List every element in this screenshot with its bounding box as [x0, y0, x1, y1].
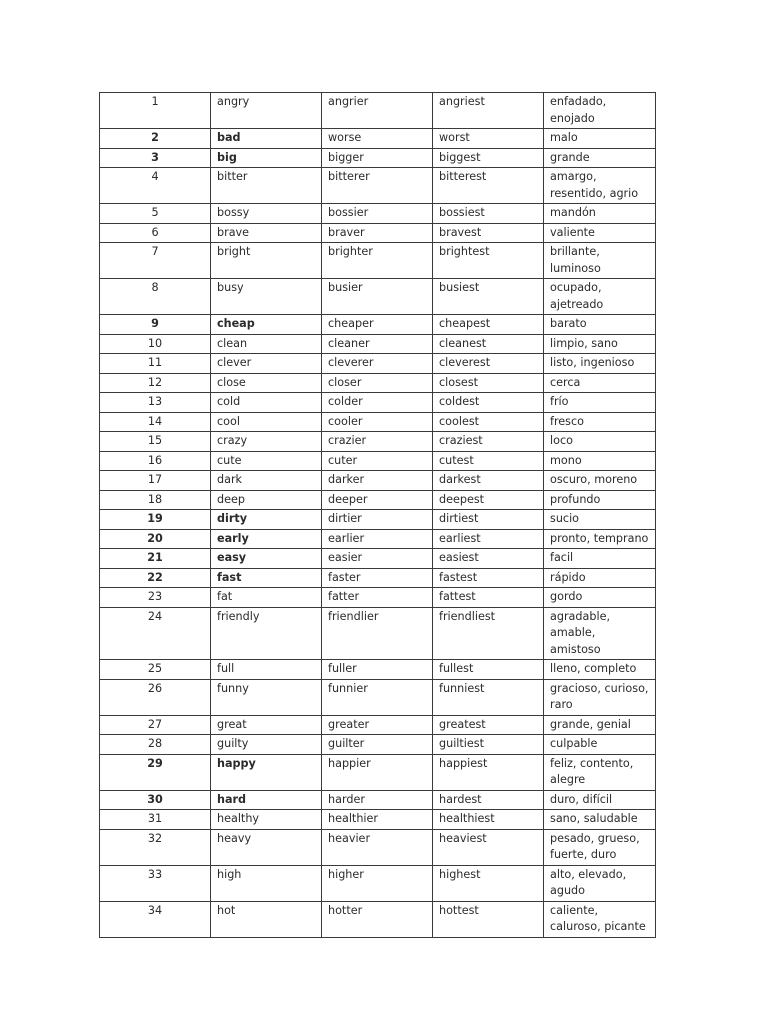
- adjective-superlative: cheapest: [433, 315, 544, 335]
- adjective-comparative: bossier: [322, 204, 433, 224]
- adjective-comparative: heavier: [322, 829, 433, 865]
- spanish-translation: lleno, completo: [544, 660, 656, 680]
- row-number: 22: [100, 568, 211, 588]
- spanish-translation: profundo: [544, 490, 656, 510]
- table-row: [100, 129, 656, 149]
- adjective-comparative: darker: [322, 471, 433, 491]
- adjective-comparative: healthier: [322, 810, 433, 830]
- row-number: 20: [100, 529, 211, 549]
- adjective-base: cheap: [211, 315, 322, 335]
- table-row: [100, 354, 656, 374]
- adjective-base: hard: [211, 790, 322, 810]
- spanish-translation: cerca: [544, 373, 656, 393]
- spanish-translation: gracioso, curioso, raro: [544, 679, 656, 715]
- table-row: [100, 901, 656, 937]
- spanish-translation: caliente, caluroso, picante: [544, 901, 656, 937]
- adjective-comparative: cleaner: [322, 334, 433, 354]
- spanish-translation: amargo, resentido, agrio: [544, 168, 656, 204]
- spanish-translation: alto, elevado, agudo: [544, 865, 656, 901]
- adjective-comparative: bitterer: [322, 168, 433, 204]
- adjective-base: funny: [211, 679, 322, 715]
- adjective-base: bossy: [211, 204, 322, 224]
- spanish-translation: grande, genial: [544, 715, 656, 735]
- spanish-translation: facil: [544, 549, 656, 569]
- spanish-translation: mandón: [544, 204, 656, 224]
- adjective-superlative: cleverest: [433, 354, 544, 374]
- adjective-comparative: cooler: [322, 412, 433, 432]
- table-row: [100, 715, 656, 735]
- spanish-translation: frío: [544, 393, 656, 413]
- adjective-superlative: earliest: [433, 529, 544, 549]
- spanish-translation: oscuro, moreno: [544, 471, 656, 491]
- adjective-comparative: greater: [322, 715, 433, 735]
- adjective-comparative: fatter: [322, 588, 433, 608]
- table-row: [100, 279, 656, 315]
- table-row: [100, 243, 656, 279]
- adjective-superlative: fattest: [433, 588, 544, 608]
- adjective-comparative: guilter: [322, 735, 433, 755]
- adjective-base: great: [211, 715, 322, 735]
- adjective-base: friendly: [211, 607, 322, 660]
- row-number: 31: [100, 810, 211, 830]
- adjectives-table-body: [100, 93, 656, 938]
- table-row: [100, 393, 656, 413]
- adjective-superlative: dirtiest: [433, 510, 544, 530]
- row-number: 34: [100, 901, 211, 937]
- row-number: 7: [100, 243, 211, 279]
- adjective-base: fast: [211, 568, 322, 588]
- adjective-base: bitter: [211, 168, 322, 204]
- adjective-comparative: deeper: [322, 490, 433, 510]
- row-number: 33: [100, 865, 211, 901]
- row-number: 12: [100, 373, 211, 393]
- adjective-comparative: easier: [322, 549, 433, 569]
- row-number: 29: [100, 754, 211, 790]
- row-number: 27: [100, 715, 211, 735]
- spanish-translation: listo, ingenioso: [544, 354, 656, 374]
- adjective-base: clean: [211, 334, 322, 354]
- adjective-base: brave: [211, 223, 322, 243]
- table-row: [100, 549, 656, 569]
- spanish-translation: brillante, luminoso: [544, 243, 656, 279]
- table-row: [100, 490, 656, 510]
- table-row: [100, 373, 656, 393]
- adjective-base: hot: [211, 901, 322, 937]
- adjective-superlative: greatest: [433, 715, 544, 735]
- spanish-translation: sucio: [544, 510, 656, 530]
- adjective-base: happy: [211, 754, 322, 790]
- adjective-superlative: fullest: [433, 660, 544, 680]
- table-row: [100, 865, 656, 901]
- adjective-comparative: worse: [322, 129, 433, 149]
- adjective-comparative: colder: [322, 393, 433, 413]
- row-number: 18: [100, 490, 211, 510]
- adjective-superlative: heaviest: [433, 829, 544, 865]
- adjective-base: busy: [211, 279, 322, 315]
- row-number: 16: [100, 451, 211, 471]
- table-row: [100, 829, 656, 865]
- adjective-comparative: faster: [322, 568, 433, 588]
- adjective-comparative: hotter: [322, 901, 433, 937]
- adjective-superlative: brightest: [433, 243, 544, 279]
- row-number: 32: [100, 829, 211, 865]
- adjective-superlative: bitterest: [433, 168, 544, 204]
- row-number: 23: [100, 588, 211, 608]
- spanish-translation: pronto, temprano: [544, 529, 656, 549]
- spanish-translation: rápido: [544, 568, 656, 588]
- table-row: [100, 568, 656, 588]
- spanish-translation: gordo: [544, 588, 656, 608]
- adjective-superlative: easiest: [433, 549, 544, 569]
- adjective-comparative: bigger: [322, 148, 433, 168]
- adjective-base: easy: [211, 549, 322, 569]
- adjective-base: heavy: [211, 829, 322, 865]
- row-number: 2: [100, 129, 211, 149]
- adjective-comparative: cleverer: [322, 354, 433, 374]
- adjective-base: high: [211, 865, 322, 901]
- table-row: [100, 412, 656, 432]
- adjective-comparative: dirtier: [322, 510, 433, 530]
- adjective-superlative: hottest: [433, 901, 544, 937]
- adjective-comparative: closer: [322, 373, 433, 393]
- adjective-base: full: [211, 660, 322, 680]
- adjective-superlative: fastest: [433, 568, 544, 588]
- adjective-superlative: highest: [433, 865, 544, 901]
- table-row: [100, 432, 656, 452]
- adjective-base: clever: [211, 354, 322, 374]
- adjective-base: cool: [211, 412, 322, 432]
- adjective-comparative: happier: [322, 754, 433, 790]
- adjective-base: bad: [211, 129, 322, 149]
- spanish-translation: duro, difícil: [544, 790, 656, 810]
- table-row: [100, 735, 656, 755]
- spanish-translation: ocupado, ajetreado: [544, 279, 656, 315]
- adjective-base: bright: [211, 243, 322, 279]
- adjective-comparative: brighter: [322, 243, 433, 279]
- table-row: [100, 93, 656, 129]
- row-number: 4: [100, 168, 211, 204]
- adjective-superlative: bravest: [433, 223, 544, 243]
- table-row: [100, 790, 656, 810]
- row-number: 24: [100, 607, 211, 660]
- spanish-translation: sano, saludable: [544, 810, 656, 830]
- adjective-superlative: angriest: [433, 93, 544, 129]
- adjective-base: deep: [211, 490, 322, 510]
- adjective-superlative: friendliest: [433, 607, 544, 660]
- table-row: [100, 810, 656, 830]
- adjective-superlative: coldest: [433, 393, 544, 413]
- row-number: 14: [100, 412, 211, 432]
- row-number: 8: [100, 279, 211, 315]
- table-row: [100, 754, 656, 790]
- spanish-translation: culpable: [544, 735, 656, 755]
- row-number: 26: [100, 679, 211, 715]
- adjective-superlative: biggest: [433, 148, 544, 168]
- row-number: 17: [100, 471, 211, 491]
- adjective-superlative: funniest: [433, 679, 544, 715]
- table-row: [100, 660, 656, 680]
- spanish-translation: agradable, amable, amistoso: [544, 607, 656, 660]
- spanish-translation: barato: [544, 315, 656, 335]
- adjective-comparative: angrier: [322, 93, 433, 129]
- spanish-translation: pesado, grueso, fuerte, duro: [544, 829, 656, 865]
- adjective-comparative: busier: [322, 279, 433, 315]
- adjective-superlative: cleanest: [433, 334, 544, 354]
- table-row: [100, 471, 656, 491]
- row-number: 5: [100, 204, 211, 224]
- row-number: 19: [100, 510, 211, 530]
- spanish-translation: fresco: [544, 412, 656, 432]
- row-number: 13: [100, 393, 211, 413]
- row-number: 11: [100, 354, 211, 374]
- adjective-base: early: [211, 529, 322, 549]
- adjective-comparative: cuter: [322, 451, 433, 471]
- adjective-superlative: hardest: [433, 790, 544, 810]
- table-row: [100, 168, 656, 204]
- spanish-translation: loco: [544, 432, 656, 452]
- table-row: [100, 510, 656, 530]
- table-row: [100, 529, 656, 549]
- row-number: 28: [100, 735, 211, 755]
- adjective-comparative: higher: [322, 865, 433, 901]
- table-row: [100, 451, 656, 471]
- adjective-superlative: craziest: [433, 432, 544, 452]
- row-number: 21: [100, 549, 211, 569]
- adjective-superlative: deepest: [433, 490, 544, 510]
- adjective-superlative: darkest: [433, 471, 544, 491]
- adjective-base: guilty: [211, 735, 322, 755]
- adjective-base: angry: [211, 93, 322, 129]
- spanish-translation: grande: [544, 148, 656, 168]
- adjective-comparative: fuller: [322, 660, 433, 680]
- adjective-comparative: friendlier: [322, 607, 433, 660]
- adjective-superlative: bossiest: [433, 204, 544, 224]
- table-row: [100, 204, 656, 224]
- row-number: 3: [100, 148, 211, 168]
- row-number: 9: [100, 315, 211, 335]
- table-row: [100, 588, 656, 608]
- adjective-base: crazy: [211, 432, 322, 452]
- adjective-base: dark: [211, 471, 322, 491]
- adjective-comparative: funnier: [322, 679, 433, 715]
- spanish-translation: enfadado, enojado: [544, 93, 656, 129]
- adjective-superlative: worst: [433, 129, 544, 149]
- adjective-superlative: cutest: [433, 451, 544, 471]
- adjective-comparative: harder: [322, 790, 433, 810]
- row-number: 1: [100, 93, 211, 129]
- adjective-superlative: healthiest: [433, 810, 544, 830]
- adjective-comparative: cheaper: [322, 315, 433, 335]
- adjective-comparative: earlier: [322, 529, 433, 549]
- table-row: [100, 334, 656, 354]
- adjective-base: close: [211, 373, 322, 393]
- table-row: [100, 679, 656, 715]
- row-number: 30: [100, 790, 211, 810]
- adjective-superlative: coolest: [433, 412, 544, 432]
- adjective-base: cold: [211, 393, 322, 413]
- spanish-translation: mono: [544, 451, 656, 471]
- table-row: [100, 223, 656, 243]
- row-number: 25: [100, 660, 211, 680]
- row-number: 6: [100, 223, 211, 243]
- adjective-superlative: happiest: [433, 754, 544, 790]
- adjective-base: cute: [211, 451, 322, 471]
- adjective-superlative: guiltiest: [433, 735, 544, 755]
- adjective-comparative: crazier: [322, 432, 433, 452]
- adjective-superlative: busiest: [433, 279, 544, 315]
- adjective-base: healthy: [211, 810, 322, 830]
- table-row: [100, 607, 656, 660]
- spanish-translation: feliz, contento, alegre: [544, 754, 656, 790]
- table-row: [100, 315, 656, 335]
- table-row: [100, 148, 656, 168]
- row-number: 15: [100, 432, 211, 452]
- spanish-translation: malo: [544, 129, 656, 149]
- adjective-superlative: closest: [433, 373, 544, 393]
- row-number: 10: [100, 334, 211, 354]
- spanish-translation: limpio, sano: [544, 334, 656, 354]
- adjective-base: big: [211, 148, 322, 168]
- spanish-translation: valiente: [544, 223, 656, 243]
- adjectives-table: [99, 92, 656, 938]
- adjective-base: dirty: [211, 510, 322, 530]
- adjective-base: fat: [211, 588, 322, 608]
- adjective-comparative: braver: [322, 223, 433, 243]
